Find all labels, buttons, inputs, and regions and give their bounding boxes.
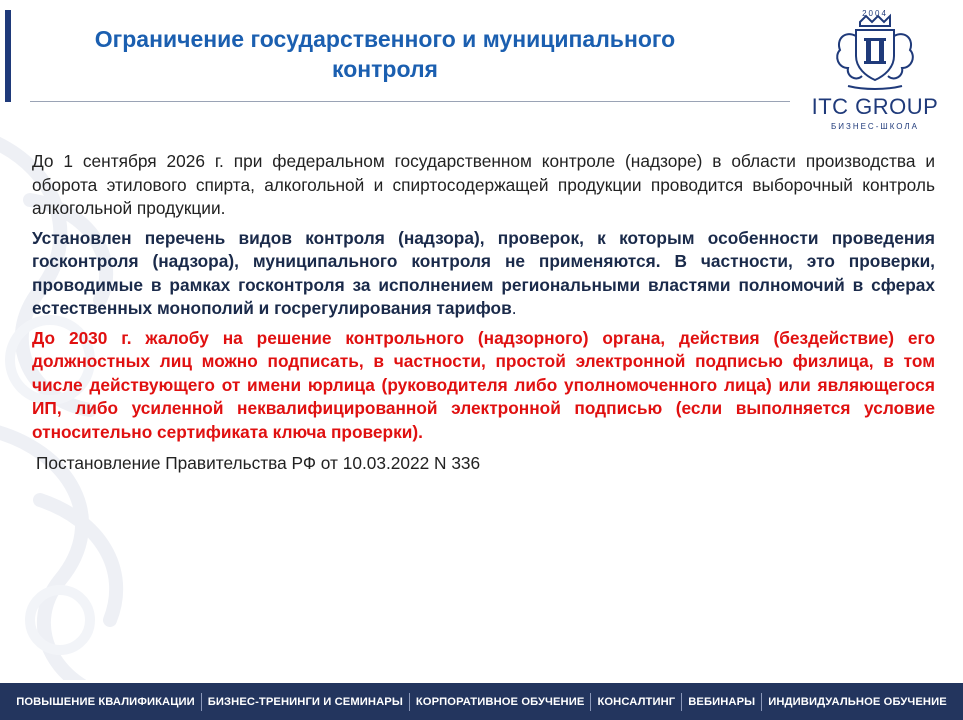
footer-item-trainings[interactable]: БИЗНЕС-ТРЕНИНГИ И СЕМИНАРЫ — [207, 695, 403, 708]
footer-item-webinars[interactable]: ВЕБИНАРЫ — [688, 695, 756, 708]
paragraph-control-list-tail: . — [511, 298, 517, 318]
footer-item-qualification[interactable]: ПОВЫШЕНИЕ КВАЛИФИКАЦИИ — [16, 695, 195, 708]
footer-item-consulting[interactable]: КОНСАЛТИНГ — [597, 695, 676, 708]
source-reference: Постановление Правительства РФ от 10.03.2022 N 336 — [36, 453, 481, 473]
footer-item-individual[interactable]: ИНДИВИДУАЛЬНОЕ ОБУЧЕНИЕ — [768, 695, 947, 708]
main-content — [32, 150, 935, 482]
page-title — [40, 24, 730, 84]
paragraph-control-list — [32, 227, 935, 321]
crest-icon — [826, 6, 924, 92]
logo-subtitle: БИЗНЕС-ШКОЛА — [830, 122, 919, 131]
logo-year: 2004 — [862, 9, 888, 18]
accent-bar — [5, 10, 11, 102]
paragraph-complaint-signature: До 2030 г. жалобу на решение контрольного (надзорного) органа, действия (бездействие) его должностных лиц можно подписать, в частности, простой электронной подписью физлица, в том числе действующего от имени юрлица (руководителя либо уполномоченного лица) или являющегося ИП, либо усиленной неквалифицированной электронной подписью (если выполняется условие относительно сертификата ключа проверки). — [32, 327, 935, 442]
title-line-2: контроля — [332, 56, 438, 82]
paragraph-alcohol-control: До 1 сентября 2026 г. при федеральном государственном контроле (надзоре) в области производства и оборота этилового спирта, алкогольной и спиртосодержащей продукции проводится выборочный контроль алкогольной продукции. — [32, 151, 935, 218]
title-line-1: Ограничение государственного и муниципального — [94, 26, 676, 52]
paragraph-control-list-text: Установлен перечень видов контроля (надзора), проверок, к которым особенности проведения госконтроля (надзора), муниципального контроля не применяются. В частности, это проверки, проводимые в рамках госконтроля за исполнением региональными властями полномочий в сферах естественных монополий и госрегулирования тарифов — [32, 227, 935, 318]
footer-item-corporate[interactable]: КОРПОРАТИВНОЕ ОБУЧЕНИЕ — [415, 695, 585, 708]
logo-name: ITC GROUP — [811, 94, 939, 119]
title-divider — [30, 101, 790, 102]
itc-group-logo — [800, 6, 950, 130]
footer-nav — [0, 683, 963, 720]
